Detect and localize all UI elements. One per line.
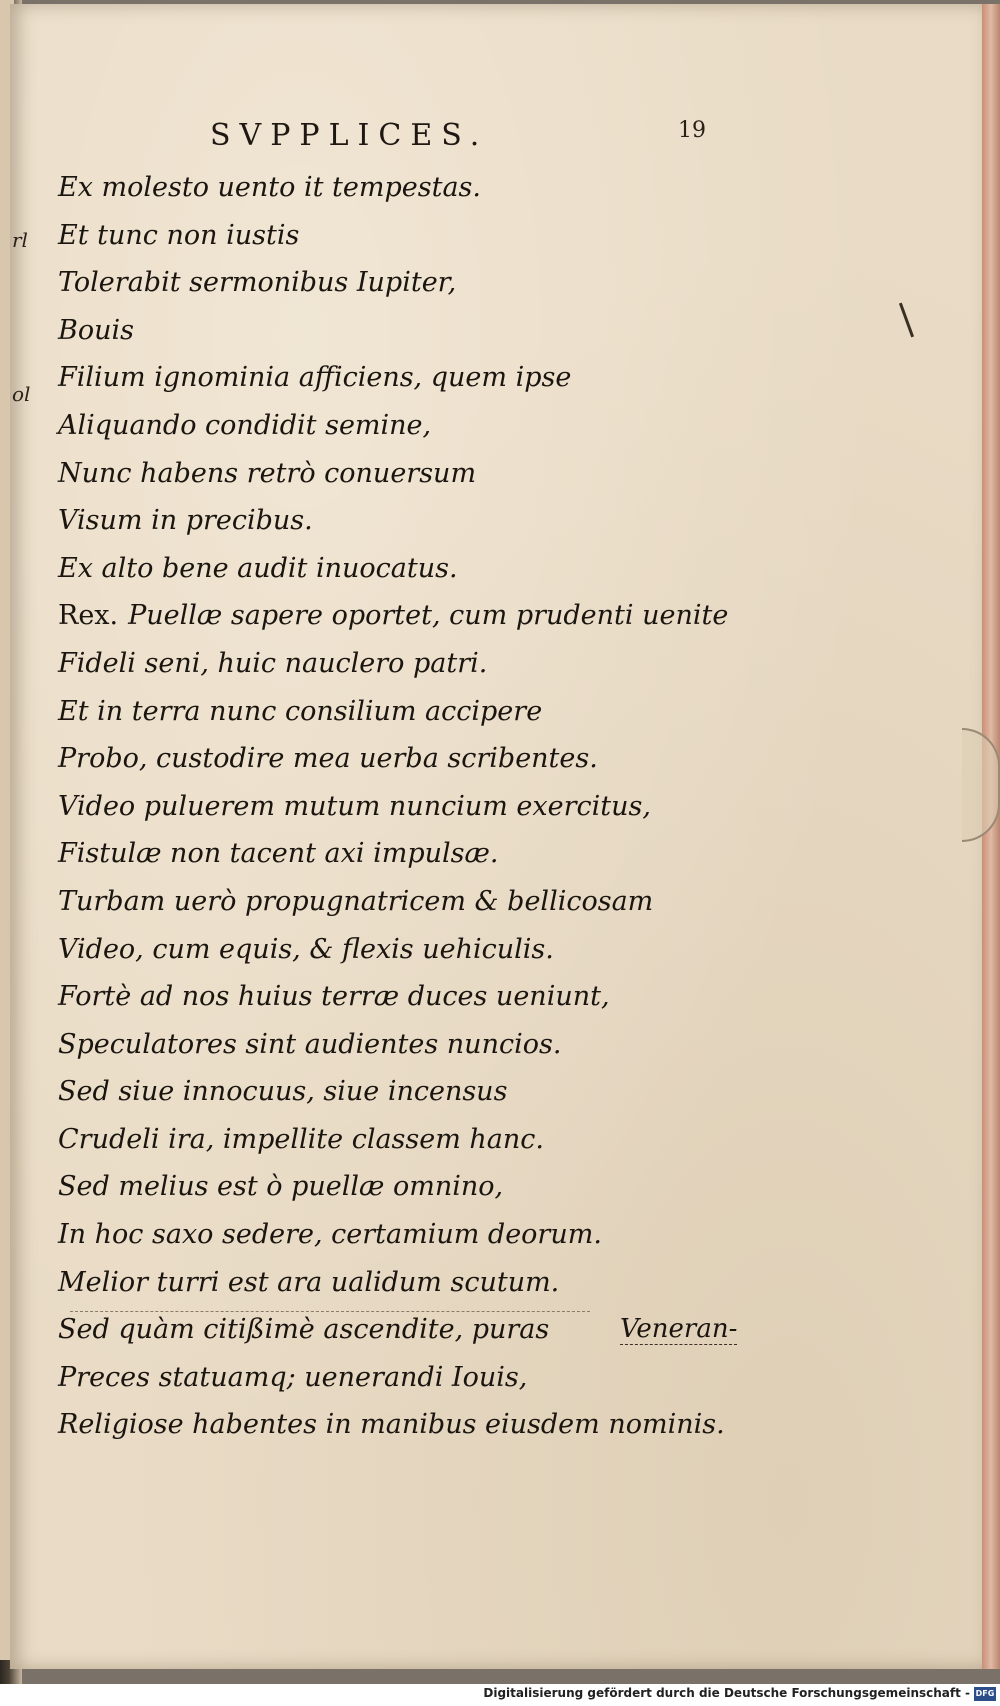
verse-line [58,307,758,355]
verse-line [58,545,758,593]
margin-notes [10,0,30,1700]
verse-text: Sed quàm citißimè ascendite, puras [58,1314,550,1346]
verse-line [58,1401,758,1449]
verse-text: Et tunc non iustis [58,219,300,251]
folio-number: 19 [678,118,706,143]
verse-text: Fideli seni, huic nauclero patri. [58,647,488,679]
verse-line [58,259,758,307]
verse-line [58,973,758,1021]
verse-text: Ex alto bene audit inuocatus. [58,552,458,584]
verse-line [58,1259,758,1307]
running-head: SVPPLICES. [210,118,489,153]
verse-text: Tolerabit sermonibus Iupiter, [58,267,457,299]
verse-line [58,783,758,831]
verse-line [58,1116,758,1164]
verse-line [58,830,758,878]
verse-line [58,212,758,260]
verse-line [58,402,758,450]
verse-text: Fortè ad nos huius terræ duces ueniunt, [58,981,610,1013]
verse-text-block [58,164,758,1449]
verse-text: Puellæ sapere oportet, cum prudenti uenite [128,600,729,632]
verse-line [58,1163,758,1211]
verse-text: Et in terra nunc consilium accipere [58,695,543,727]
page-fore-edge [982,4,1000,1669]
verse-line [58,1068,758,1116]
verse-text: Fistulæ non tacent axi impulsæ. [58,838,499,870]
catchword: Veneran- [620,1314,738,1344]
verse-line [58,354,758,402]
verse-text: Ex molesto uento it tempestas. [58,172,481,203]
verse-line [58,735,758,783]
verse-text: Speculatores sint audientes nuncios. [58,1028,562,1060]
verse-line [58,926,758,974]
verse-line [58,164,758,212]
verse-text: Nunc habens retrò conuersum [58,457,477,489]
verse-text: Sed siue innocuus, siue incensus [58,1076,508,1108]
verse-text: Video puluerem mutum nuncium exercitus, [58,790,651,822]
verse-text: Probo, custodire mea uerba scribentes. [58,743,598,775]
verse-line [58,640,758,688]
verse-text: Bouis [58,314,134,346]
verse-text: Filium ignominia afficiens, quem ipse [58,362,572,394]
verse-text: Religiose habentes in manibus eiusdem nominis. [58,1409,725,1441]
speaker-label: Rex. [58,600,119,632]
verse-text: Crudeli ira, impellite classem hanc. [58,1123,544,1155]
verse-text: Melior turri est ara ualidum scutum. [58,1266,560,1298]
verse-text: In hoc saxo sedere, certamium deorum. [58,1219,602,1251]
margin-mark: ol [12,382,31,406]
verse-text: Sed melius est ò puellæ omnino, [58,1171,504,1203]
margin-mark: rl [12,228,28,252]
verse-text: Preces statuamq; uenerandi Iouis, [58,1361,528,1393]
verse-text: Visum in precibus. [58,505,313,537]
digitization-credit: Digitalisierung gefördert durch die Deutsche Forschungsgemeinschaft - [483,1686,970,1700]
verse-line [58,1211,758,1259]
verse-line [58,1021,758,1069]
verse-line [58,878,758,926]
verse-line [58,688,758,736]
verse-line [58,592,758,640]
dashed-rule [70,1311,590,1312]
verse-line [58,1354,758,1402]
dfg-logo: DFG [974,1687,996,1701]
verse-line [58,450,758,498]
verse-line [58,497,758,545]
verse-text: Video, cum equis, & flexis uehiculis. [58,933,554,965]
verse-text: Aliquando condidit semine, [58,409,432,441]
verse-text: Turbam uerò propugnatricem & bellicosam [58,885,654,917]
